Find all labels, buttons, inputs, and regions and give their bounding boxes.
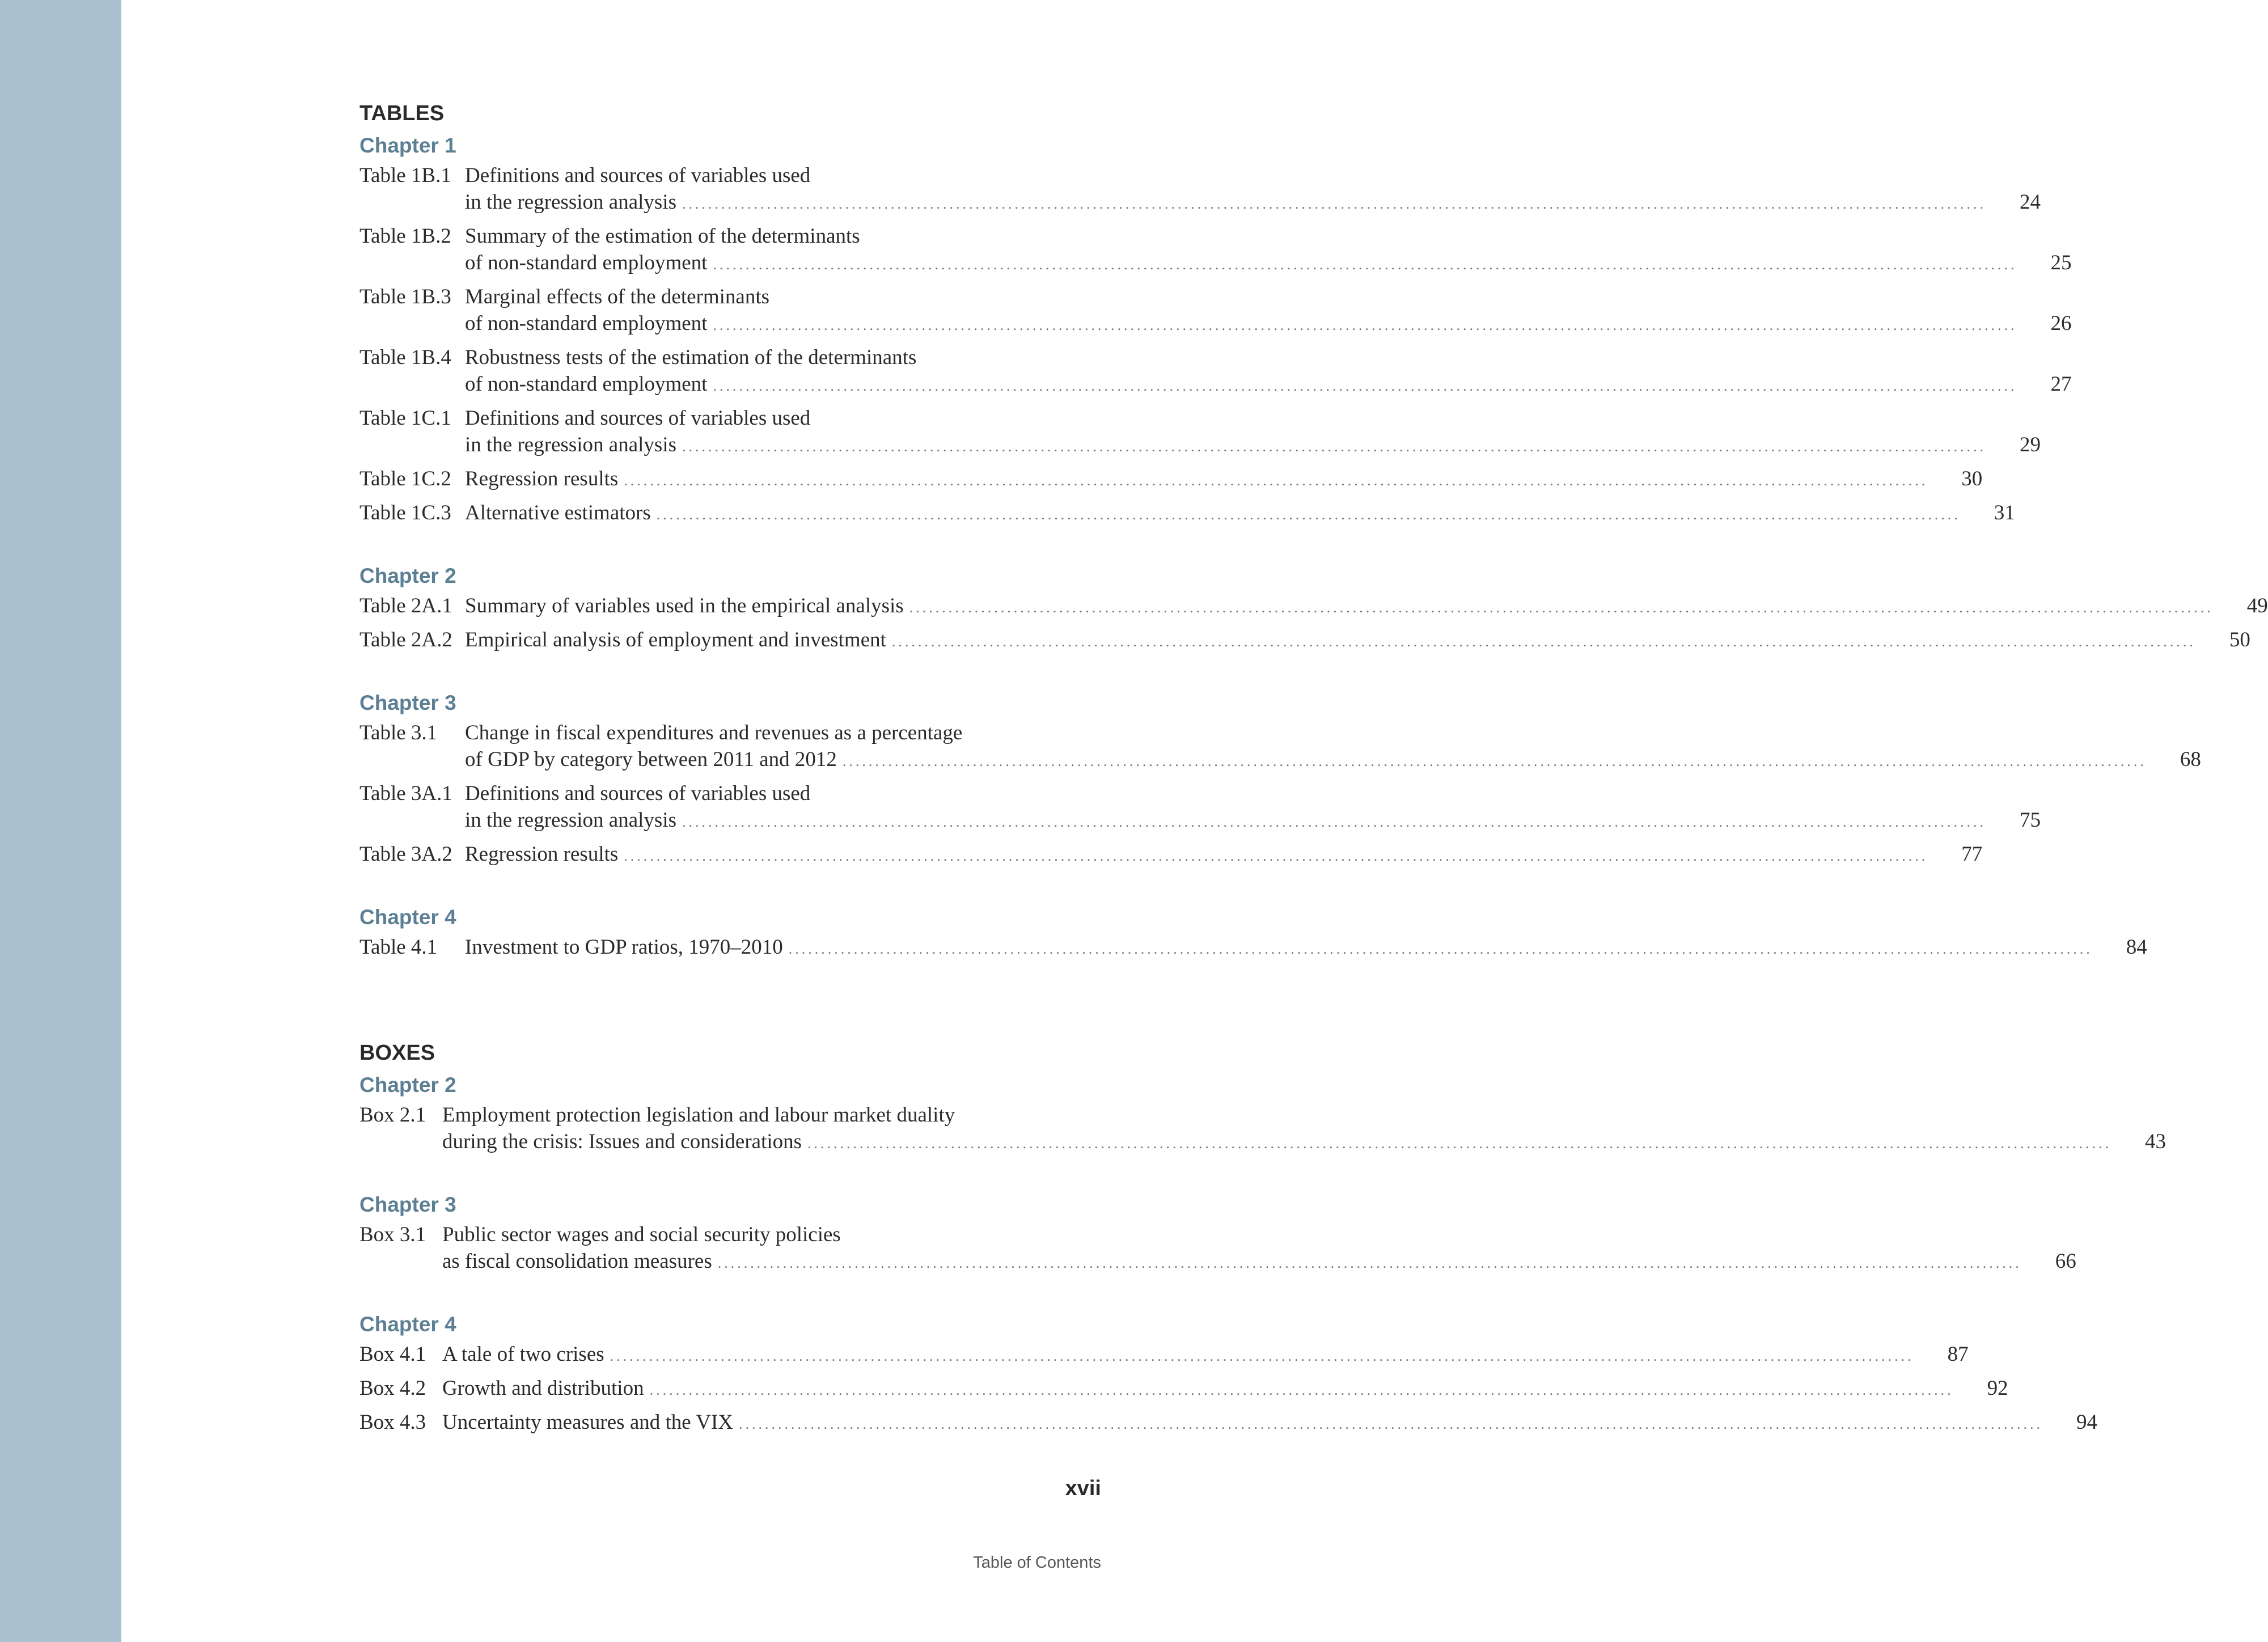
entry-page-number: 31 bbox=[1994, 501, 2015, 524]
chapter-group bbox=[359, 1069, 2167, 1157]
entry-body bbox=[465, 627, 2250, 655]
group-spacer bbox=[359, 875, 1041, 901]
entry-body bbox=[465, 780, 2041, 835]
entry-label: Box 4.2 bbox=[359, 1377, 426, 1400]
entry-page-number: 77 bbox=[1961, 843, 1983, 866]
entry-label: Table 3A.2 bbox=[359, 843, 452, 866]
dot-leader: ........................................................................................................................................................................................................ bbox=[891, 633, 2196, 650]
entry-page-number: 84 bbox=[2126, 936, 2147, 959]
entry-title-line: of non-standard employment bbox=[465, 251, 708, 274]
entry-label: Table 3.1 bbox=[359, 721, 438, 744]
entry-label: Box 4.1 bbox=[359, 1343, 426, 1366]
toc-section-tables bbox=[359, 98, 2268, 962]
toc-entry[interactable] bbox=[359, 1409, 2098, 1437]
entry-label: Table 1C.2 bbox=[359, 467, 451, 490]
entry-body bbox=[442, 1341, 1969, 1369]
entry-title-last-line bbox=[465, 310, 2071, 338]
toc-entry[interactable] bbox=[359, 344, 2072, 399]
entry-label: Table 2A.1 bbox=[359, 594, 452, 617]
entry-title-line: A tale of two crises bbox=[442, 1343, 604, 1366]
toc-entry[interactable] bbox=[359, 283, 2072, 338]
entry-title-line: during the crisis: Issues and considerations bbox=[442, 1130, 802, 1153]
entry-title-line: of non-standard employment bbox=[465, 312, 708, 335]
entry-title-last-line bbox=[442, 1248, 2076, 1276]
entry-label: Box 3.1 bbox=[359, 1223, 426, 1246]
entry-title-line: Regression results bbox=[465, 467, 619, 490]
dot-leader: ........................................................................................................................................................................................................ bbox=[682, 438, 1986, 455]
dot-leader: ........................................................................................................................................................................................................ bbox=[624, 472, 1928, 489]
toc-entry[interactable] bbox=[359, 162, 2041, 217]
toc-entry[interactable] bbox=[359, 223, 2072, 278]
entry-title-last-line bbox=[442, 1375, 2008, 1403]
entry-title-line: Uncertainty measures and the VIX bbox=[442, 1411, 734, 1434]
entry-page-number: 75 bbox=[2020, 809, 2041, 832]
chapter-heading: Chapter 2 bbox=[359, 1073, 456, 1097]
toc-section-boxes bbox=[359, 1037, 2167, 1437]
entry-title-line: Alternative estimators bbox=[465, 501, 651, 524]
toc-entry[interactable] bbox=[359, 593, 2268, 621]
toc-entry[interactable] bbox=[359, 934, 2147, 962]
entry-body bbox=[465, 223, 2071, 278]
entry-body bbox=[442, 1102, 2166, 1157]
entry-title-line: Employment protection legislation and labour market duality bbox=[442, 1103, 955, 1127]
entry-title-line: Investment to GDP ratios, 1970–2010 bbox=[465, 936, 783, 959]
sidebar-band bbox=[0, 0, 121, 1642]
toc-entry[interactable] bbox=[359, 720, 2201, 775]
entry-title-line: Robustness tests of the estimation of the determinants bbox=[465, 346, 917, 369]
entry-title-last-line bbox=[442, 1409, 2097, 1437]
entry-label: Box 2.1 bbox=[359, 1103, 426, 1127]
entry-body bbox=[442, 1409, 2097, 1437]
dot-leader: ........................................................................................................................................................................................................ bbox=[909, 599, 2214, 616]
entry-page-number: 50 bbox=[2229, 628, 2250, 651]
entry-title-last-line bbox=[465, 627, 2250, 655]
dot-leader: ........................................................................................................................................................................................................ bbox=[649, 1382, 1954, 1398]
dot-leader: ........................................................................................................................................................................................................ bbox=[807, 1135, 2112, 1152]
entry-body bbox=[465, 593, 2268, 621]
entry-label: Box 4.3 bbox=[359, 1411, 426, 1434]
entry-title-line: Definitions and sources of variables used bbox=[465, 164, 811, 187]
chapter-group bbox=[359, 129, 2072, 528]
toc-entry[interactable] bbox=[359, 627, 2250, 655]
dot-leader: ........................................................................................................................................................................................................ bbox=[842, 753, 2147, 769]
entry-label: Table 3A.1 bbox=[359, 782, 452, 805]
entry-page-number: 68 bbox=[2180, 748, 2201, 771]
chapter-group bbox=[359, 1188, 2076, 1276]
toc-entry[interactable] bbox=[359, 841, 1983, 869]
section-heading: BOXES bbox=[359, 1041, 435, 1065]
entry-title-line: in the regression analysis bbox=[465, 809, 676, 832]
entry-title-last-line bbox=[465, 465, 1982, 494]
entry-page-number: 24 bbox=[2020, 191, 2041, 214]
dot-leader: ........................................................................................................................................................................................................ bbox=[788, 941, 2093, 957]
entry-title-line: Growth and distribution bbox=[442, 1377, 644, 1400]
entry-title-line: as fiscal consolidation measures bbox=[442, 1250, 712, 1273]
entry-title-line: Marginal effects of the determinants bbox=[465, 285, 770, 308]
entry-title-last-line bbox=[465, 746, 2201, 775]
toc-entry[interactable] bbox=[359, 405, 2041, 460]
group-spacer bbox=[359, 661, 1041, 687]
chapter-heading: Chapter 1 bbox=[359, 134, 456, 157]
entry-label: Table 2A.2 bbox=[359, 628, 452, 651]
entry-title-line: Summary of the estimation of the determinants bbox=[465, 225, 860, 248]
entry-title-line: of non-standard employment bbox=[465, 373, 708, 396]
dot-leader: ........................................................................................................................................................................................................ bbox=[713, 378, 2017, 394]
entry-title-line: of GDP by category between 2011 and 2012 bbox=[465, 748, 837, 771]
entry-title-last-line bbox=[442, 1341, 1969, 1369]
entry-label: Table 1C.3 bbox=[359, 501, 451, 524]
entry-body bbox=[465, 283, 2071, 338]
entry-title-last-line bbox=[465, 593, 2268, 621]
entry-page-number: 29 bbox=[2020, 433, 2041, 456]
section-spacer bbox=[359, 968, 1041, 1037]
chapter-group bbox=[359, 560, 2268, 655]
entry-page-number: 43 bbox=[2145, 1130, 2167, 1153]
entry-title-line: in the regression analysis bbox=[465, 191, 676, 214]
entry-label: Table 1B.4 bbox=[359, 346, 451, 369]
dot-leader: ........................................................................................................................................................................................................ bbox=[717, 1255, 2022, 1271]
entry-body bbox=[442, 1221, 2076, 1276]
dot-leader: ........................................................................................................................................................................................................ bbox=[610, 1348, 1914, 1364]
toc-entry[interactable] bbox=[359, 1341, 1969, 1369]
toc-entry[interactable] bbox=[359, 1221, 2076, 1276]
entry-page-number: 49 bbox=[2246, 594, 2268, 617]
entry-title-line: Definitions and sources of variables used bbox=[465, 407, 811, 430]
section-heading: TABLES bbox=[359, 101, 445, 125]
chapter-heading: Chapter 4 bbox=[359, 905, 456, 929]
table-of-contents bbox=[359, 98, 2268, 1443]
entry-title-last-line bbox=[465, 431, 2041, 460]
entry-title-last-line bbox=[442, 1128, 2166, 1157]
toc-entry[interactable] bbox=[359, 465, 1983, 494]
group-spacer bbox=[359, 1162, 1041, 1188]
entry-label: Table 1B.3 bbox=[359, 285, 451, 308]
entry-page-number: 94 bbox=[2076, 1411, 2098, 1434]
entry-body bbox=[465, 162, 2041, 217]
entry-body bbox=[442, 1375, 2008, 1403]
entry-page-number: 25 bbox=[2050, 251, 2072, 274]
entry-title-line: in the regression analysis bbox=[465, 433, 676, 456]
entry-body bbox=[465, 465, 1982, 494]
dot-leader: ........................................................................................................................................................................................................ bbox=[624, 848, 1928, 864]
chapter-heading: Chapter 3 bbox=[359, 691, 456, 714]
entry-page-number: 87 bbox=[1947, 1343, 1969, 1366]
entry-label: Table 1C.1 bbox=[359, 407, 451, 430]
entry-title-line: Public sector wages and social security policies bbox=[442, 1223, 841, 1246]
dot-leader: ........................................................................................................................................................................................................ bbox=[682, 814, 1986, 830]
toc-entry[interactable] bbox=[359, 1375, 2008, 1403]
toc-entry[interactable] bbox=[359, 500, 2015, 528]
entry-title-line: Empirical analysis of employment and investment bbox=[465, 628, 886, 651]
entry-body bbox=[465, 841, 1982, 869]
entry-body bbox=[465, 344, 2071, 399]
entry-title-last-line bbox=[465, 500, 2015, 528]
chapter-heading: Chapter 2 bbox=[359, 564, 456, 587]
entry-title-last-line bbox=[465, 934, 2147, 962]
dot-leader: ........................................................................................................................................................................................................ bbox=[656, 506, 1961, 523]
chapter-heading: Chapter 3 bbox=[359, 1193, 456, 1216]
entry-title-last-line bbox=[465, 189, 2041, 217]
entry-label: Table 1B.2 bbox=[359, 225, 451, 248]
dot-leader: ........................................................................................................................................................................................................ bbox=[713, 256, 2017, 273]
entry-title-line: Summary of variables used in the empirical analysis bbox=[465, 594, 904, 617]
entry-body bbox=[465, 405, 2041, 460]
entry-title-line: Change in fiscal expenditures and revenues as a percentage bbox=[465, 721, 963, 744]
entry-title-line: Regression results bbox=[465, 843, 619, 866]
toc-entry[interactable] bbox=[359, 1102, 2167, 1157]
page-number: xvii bbox=[1065, 1476, 1101, 1500]
entry-title-last-line bbox=[465, 249, 2071, 278]
entry-title-line: Definitions and sources of variables used bbox=[465, 782, 811, 805]
entry-title-last-line bbox=[465, 841, 1982, 869]
entry-page-number: 92 bbox=[1987, 1377, 2008, 1400]
entry-page-number: 30 bbox=[1961, 467, 1983, 490]
entry-body bbox=[465, 720, 2201, 775]
chapter-heading: Chapter 4 bbox=[359, 1313, 456, 1336]
group-spacer bbox=[359, 534, 1041, 560]
toc-entry[interactable] bbox=[359, 780, 2041, 835]
group-spacer bbox=[359, 1282, 1041, 1308]
dot-leader: ........................................................................................................................................................................................................ bbox=[713, 317, 2017, 333]
entry-body bbox=[465, 934, 2147, 962]
entry-page-number: 26 bbox=[2050, 312, 2072, 335]
entry-label: Table 1B.1 bbox=[359, 164, 451, 187]
entry-label: Table 4.1 bbox=[359, 936, 438, 959]
chapter-group bbox=[359, 687, 2201, 869]
entry-page-number: 27 bbox=[2050, 373, 2072, 396]
chapter-group bbox=[359, 1308, 2098, 1437]
dot-leader: ........................................................................................................................................................................................................ bbox=[682, 196, 1986, 212]
entry-page-number: 66 bbox=[2055, 1250, 2076, 1273]
dot-leader: ........................................................................................................................................................................................................ bbox=[739, 1416, 2043, 1432]
entry-title-last-line bbox=[465, 371, 2071, 399]
running-footer: Table of Contents bbox=[973, 1554, 1101, 1572]
entry-body bbox=[465, 500, 2015, 528]
entry-title-last-line bbox=[465, 807, 2041, 835]
chapter-group bbox=[359, 901, 2147, 962]
